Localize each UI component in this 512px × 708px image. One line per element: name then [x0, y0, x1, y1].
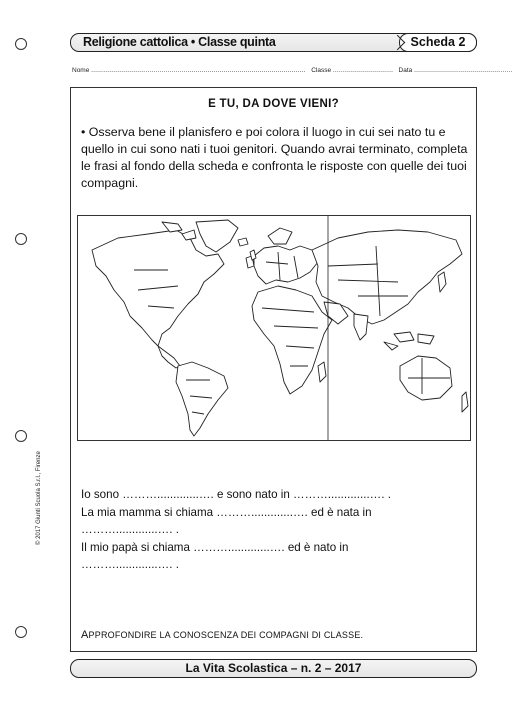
fill-line-1[interactable]: Io sono ……….............…. e sono nato in ……….............…. .	[81, 488, 391, 501]
binder-hole-2	[15, 233, 27, 245]
note-rest: PPROFONDIRE LA CONOSCENZA DEI COMPAGNI DI CLASSE.	[88, 630, 364, 640]
note-first-letter: A	[81, 629, 89, 641]
student-fields	[72, 67, 512, 74]
nome-label: Nome	[72, 67, 90, 74]
learning-goal-note	[81, 629, 363, 641]
header-title: Religione cattolica • Classe quinta	[83, 35, 276, 49]
fill-line-2[interactable]: La mia mamma si chiama ……….............…. ed è nata in	[81, 505, 372, 519]
worksheet-title: E TU, DA DOVE VIENI?	[208, 98, 339, 110]
binder-hole-3	[15, 430, 27, 442]
fill-in-sentences	[81, 486, 471, 574]
binder-hole-1	[15, 38, 27, 50]
fill-line-4[interactable]: Il mio papà si chiama ……….............…. ed è nato in	[81, 540, 349, 554]
instructions-text: • Osserva bene il planisfero e poi colora il luogo in cui sei nato tu e quello in cui sono nati i tuoi genitori. Quando avrai terminato, completa le frasi al fondo della scheda e confronta le risposte con quelle dei tuoi compagni.	[81, 125, 468, 190]
classe-label: Classe	[311, 67, 332, 74]
header-band	[70, 33, 477, 52]
world-map	[77, 215, 471, 441]
data-label: Data	[398, 67, 413, 74]
data-line: .................................................	[414, 67, 512, 74]
classe-line: ..............................	[332, 67, 394, 74]
copyright-text: © 2017 Giunti Scuola S.r.l., Firenze	[36, 451, 42, 545]
world-map-drawing	[78, 216, 470, 440]
scheda-label: Scheda 2	[399, 33, 477, 52]
binder-hole-4	[15, 626, 27, 638]
fill-line-3[interactable]: ……….............…. .	[81, 523, 179, 536]
nome-line: ...........................................................................................................	[91, 67, 306, 74]
fill-line-5[interactable]: ……….............…. .	[81, 558, 179, 571]
worksheet-box	[70, 87, 477, 652]
footer-band: La Vita Scolastica – n. 2 – 2017	[70, 659, 477, 678]
